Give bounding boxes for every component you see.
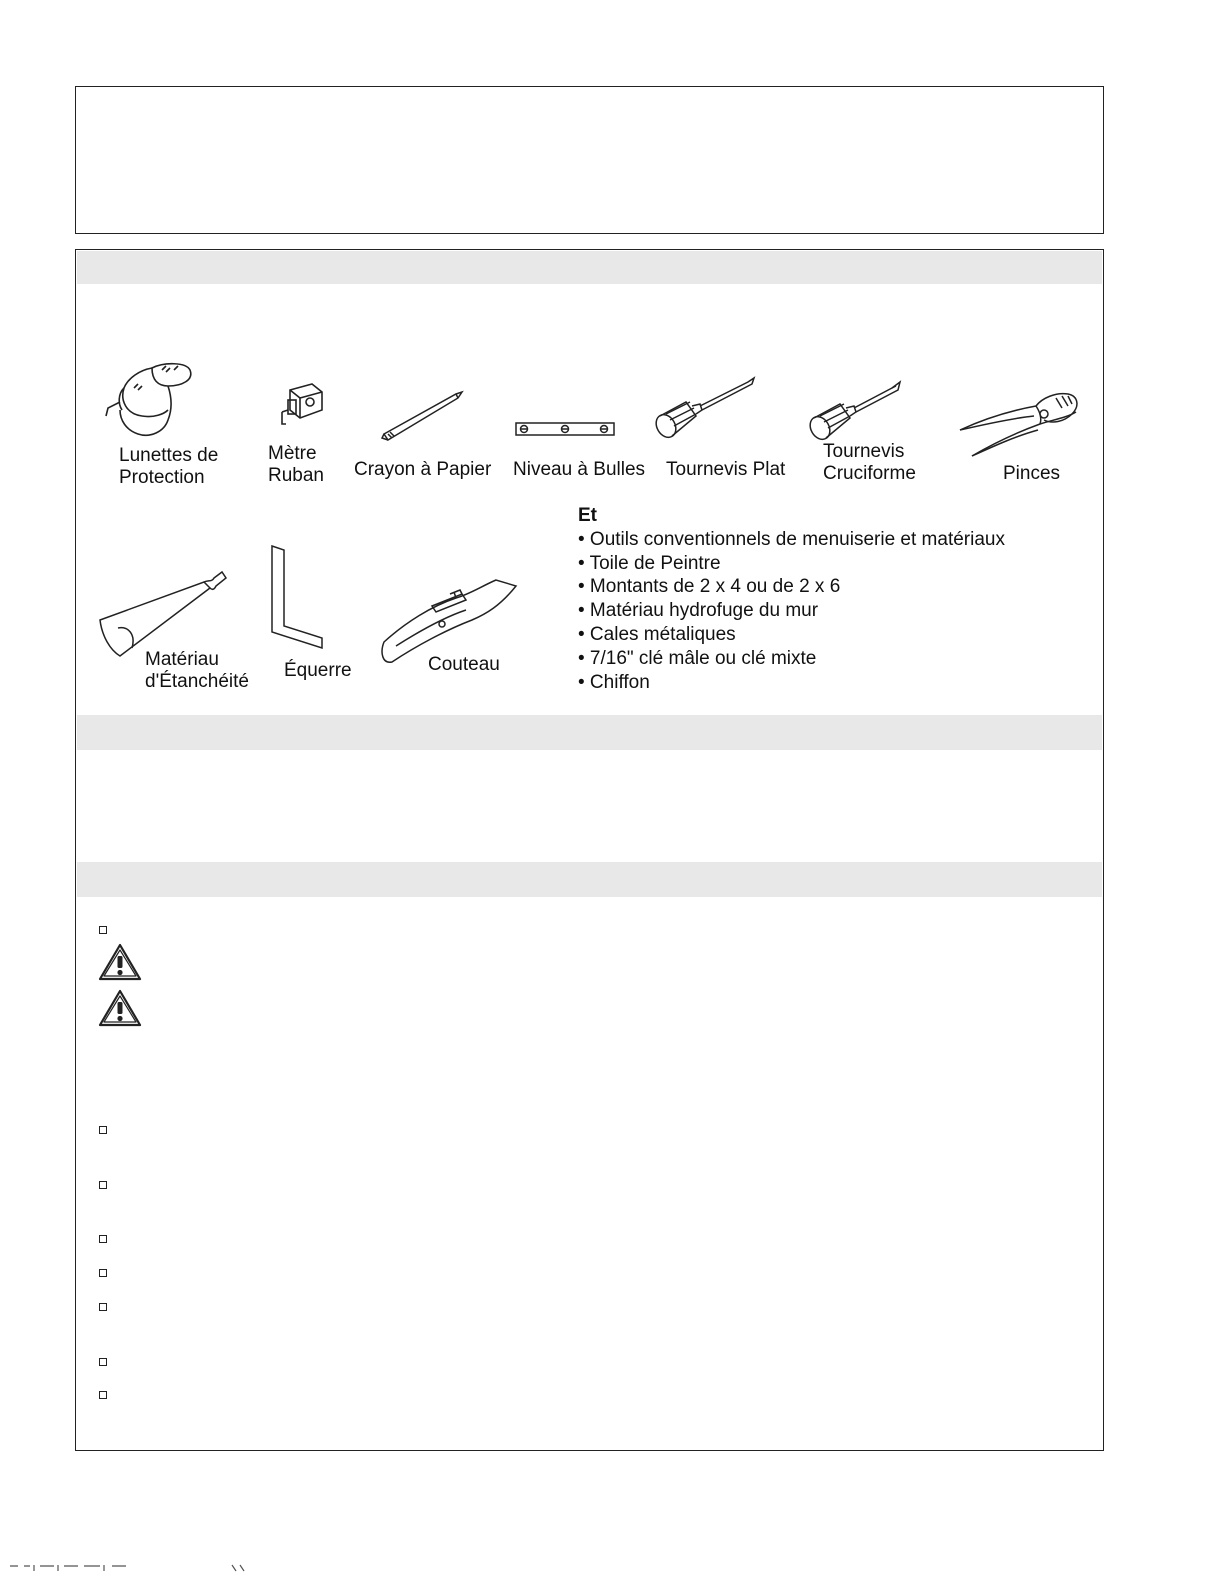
pliers-icon <box>956 384 1084 460</box>
flat-screwdriver-label: Tournevis Plat <box>666 459 786 480</box>
list-item: • Matériau hydrofuge du mur <box>578 600 819 622</box>
flat-screwdriver-icon <box>652 374 758 442</box>
pliers-label: Pinces <box>1003 463 1061 484</box>
checkbox-8[interactable] <box>99 1391 107 1399</box>
additional-items-heading: Et <box>578 505 597 526</box>
checkbox-6[interactable] <box>99 1303 107 1311</box>
phillips-screwdriver-icon <box>806 376 906 444</box>
level-icon <box>514 420 616 438</box>
safety-goggles-icon <box>102 358 202 438</box>
list-item: • Chiffon <box>578 671 650 693</box>
sealant-label-line2: d'Étanchéité <box>145 671 249 692</box>
checkbox-5[interactable] <box>99 1269 107 1277</box>
pencil-label: Crayon à Papier <box>354 459 492 480</box>
warning-triangle-icon <box>97 988 143 1028</box>
goggles-label-line1: Lunettes de <box>119 445 219 466</box>
tape-label-line1: Mètre <box>268 443 317 464</box>
checkbox-4[interactable] <box>99 1235 107 1243</box>
square-tool-icon <box>270 544 326 650</box>
phillips-label-line2: Cruciforme <box>823 463 916 484</box>
list-item: • 7/16" clé mâle ou clé mixte <box>578 647 817 669</box>
tape-measure-icon <box>272 380 332 432</box>
tape-label-line2: Ruban <box>268 465 324 486</box>
knife-label: Couteau <box>428 654 500 675</box>
scan-artifact-marks <box>0 1562 260 1574</box>
level-label: Niveau à Bulles <box>513 459 646 480</box>
phillips-label-line1: Tournevis <box>823 441 905 462</box>
pencil-icon <box>378 388 466 444</box>
section-header-bottom <box>77 862 1102 897</box>
section-header-middle <box>77 715 1102 750</box>
top-notice-box <box>75 86 1104 234</box>
list-item: • Montants de 2 x 4 ou de 2 x 6 <box>578 576 841 598</box>
goggles-label-line2: Protection <box>119 467 205 488</box>
sealant-label-line1: Matériau <box>145 649 219 670</box>
checkbox-1[interactable] <box>99 926 107 934</box>
warning-triangle-icon <box>97 942 143 982</box>
list-item: • Cales métaliques <box>578 623 736 645</box>
checkbox-7[interactable] <box>99 1358 107 1366</box>
list-item: • Toile de Peintre <box>578 552 721 574</box>
additional-items-list <box>578 504 1005 694</box>
checkbox-2[interactable] <box>99 1126 107 1134</box>
square-label: Équerre <box>284 660 352 681</box>
section-header-tools <box>77 251 1102 284</box>
checkbox-3[interactable] <box>99 1181 107 1189</box>
sealant-tube-icon <box>98 570 230 660</box>
list-item: • Outils conventionnels de menuiserie et matériaux <box>578 528 1005 550</box>
